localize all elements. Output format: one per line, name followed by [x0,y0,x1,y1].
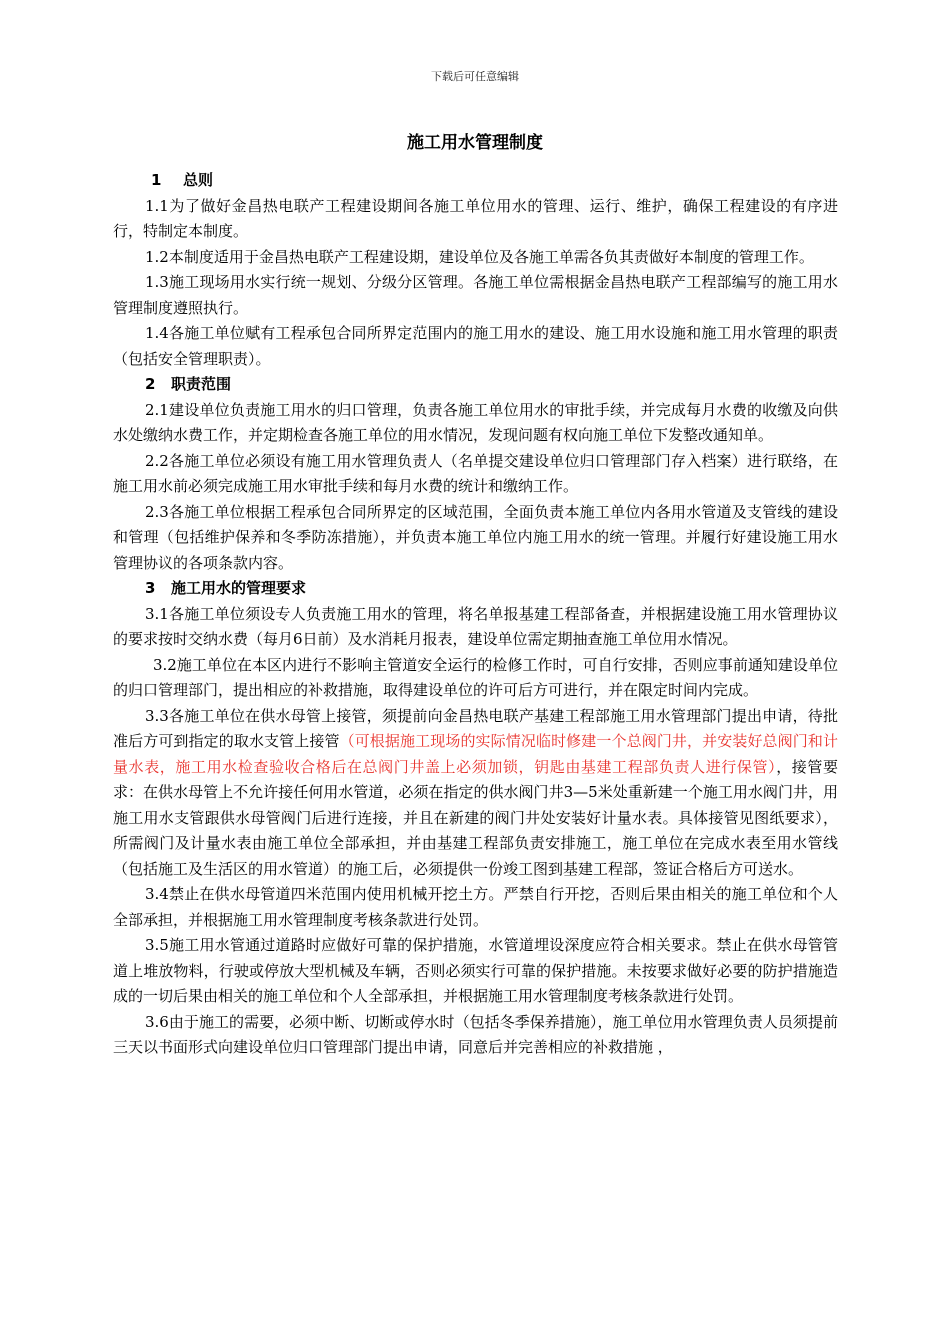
section-title: 总则 [183,171,214,189]
section-heading-2 [113,372,838,398]
paragraph-3-6: 3.6由于施工的需要，必须中断、切断或停水时（包括冬季保养措施），施工单位用水管理负责人员须提前三天以书面形式向建设单位归口管理部门提出申请，同意后并完善相应的补救措施 ， [113,1012,838,1056]
paragraph-3-3-part-a: 3.3各施工单位在供水母管上接管，须提前向金昌热电联产基建工程部施工用水管理部门提出申请，待批准后方可到指定的取水支管上接管 [113,706,838,750]
paragraph-3-3-highlight: （可根据施工现场的实际情况临时修建一个总阀门井，并安装好总阀门和计量水表，施工用水检查验收合格后在总阀门井盖上必须加锁，钥匙由基建工程部负责人进行保管） [113,732,838,776]
paragraph-2-2: 2.2各施工单位必须设有施工用水管理负责人（名单提交建设单位归口管理部门存入档案）进行联络，在施工用水前必须完成施工用水审批手续和每月水费的统计和缴纳工作。 [113,451,838,495]
section-title: 施工用水的管理要求 [171,579,307,597]
section-number: 3 [145,579,156,597]
paragraph-3-5: 3.5施工用水管通过道路时应做好可靠的保护措施，水管道埋设深度应符合相关要求。禁止在供水母管管道上堆放物料，行驶或停放大型机械及车辆，否则必须实行可靠的保护措施。未按要求做好必要的防护措施造成的一切后果由相关的施工单位和个人全部承担，并根据施工用水管理制度考核条款进行处罚。 [113,936,838,1005]
section-number: 1 [151,171,162,189]
paragraph-2-1: 2.1建设单位负责施工用水的归口管理，负责各施工单位用水的审批手续，并完成每月水费的收缴及向供水处缴纳水费工作，并定期检查各施工单位的用水情况，发现问题有权向施工单位下发整改通知单。 [113,400,838,444]
section-heading-1 [113,168,838,194]
paragraph-3-2: 3.2施工单位在本区内进行不影响主管道安全运行的检修工作时，可自行安排，否则应事前通知建设单位的归口管理部门，提出相应的补救措施，取得建设单位的许可后方可进行，并在限定时间内完成。 [113,655,838,699]
document-title: 施工用水管理制度 [407,133,543,153]
paragraph-3-3-part-b: ，接管要求：在供水母管上不允许接任何用水管道，必须在指定的供水阀门井3—5米处重新建一个施工用水阀门井，用施工用水支管跟供水母管阀门后进行连接，并且在新建的阀门井处安装好计量水表。具体接管见图纸要求），所需阀门及计量水表由施工单位全部承担，并由基建工程部负责安排施工，施工单位在完成水表至用水管线（包括施工及生活区的用水管道）的施工后，必须提供一份竣工图到基建工程部，签证合格后方可送水。 [113,757,838,878]
paragraph-1-1: 1.1为了做好金昌热电联产工程建设期间各施工单位用水的管理、运行、维护，确保工程建设的有序进行，特制定本制度。 [113,196,838,240]
paragraph-3-3 [113,704,838,883]
paragraph-3-1: 3.1各施工单位须设专人负责施工用水的管理，将名单报基建工程部备查，并根据建设施工用水管理协议的要求按时交纳水费（每月6日前）及水消耗月报表，建设单位需定期抽查施工单位用水情况。 [113,604,838,648]
paragraph-1-4: 1.4各施工单位赋有工程承包合同所界定范围内的施工用水的建设、施工用水设施和施工用水管理的职责（包括安全管理职责）。 [113,324,838,368]
section-heading-3 [113,576,838,602]
page-header-note: 下载后可任意编辑 [431,70,519,83]
paragraph-2-3: 2.3各施工单位根据工程承包合同所界定的区域范围，全面负责本施工单位内各用水管道及支管线的建设和管理（包括维护保养和冬季防冻措施），并负责本施工单位内施工用水的统一管理。并履行好建设施工用水管理协议的各项条款内容。 [113,502,838,572]
paragraph-1-3: 1.3施工现场用水实行统一规划、分级分区管理。各施工单位需根据金昌热电联产工程部编写的施工用水管理制度遵照执行。 [113,273,838,317]
section-number: 2 [145,375,156,393]
section-title: 职责范围 [171,375,232,393]
paragraph-1-2: 1.2本制度适用于金昌热电联产工程建设期，建设单位及各施工单需各负其责做好本制度的管理工作。 [145,247,814,266]
paragraph-3-4: 3.4禁止在供水母管道四米范围内使用机械开挖土方。严禁自行开挖，否则后果由相关的施工单位和个人全部承担，并根据施工用水管理制度考核条款进行处罚。 [113,885,838,929]
document-body [113,168,838,1061]
